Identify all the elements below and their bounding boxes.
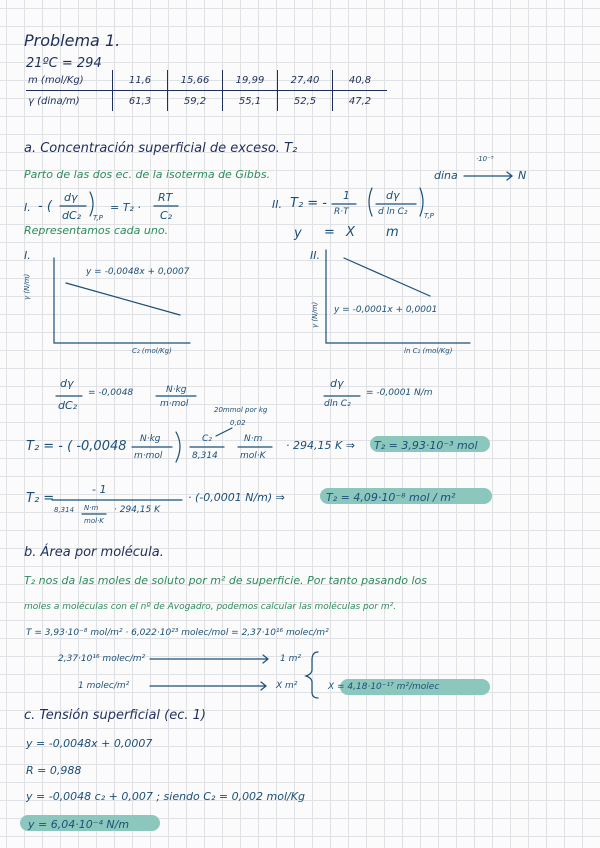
paren-close [90, 192, 93, 216]
section-b-title: b. Área por molécula. [24, 545, 164, 560]
graph1-equation: y = -0,0048x + 0,0007 [86, 267, 190, 277]
calc2-lhs: T₂ = [26, 491, 55, 506]
section-a-title: a. Concentración superficial de exceso. T₂ [24, 141, 298, 156]
temperature-note: 21ºC = 294 [26, 56, 102, 71]
calc2-f-num: - 1 [92, 483, 107, 496]
section-c-line2: R = 0,988 [26, 764, 82, 777]
brace [306, 652, 318, 698]
row-label: m (mol/Kg) [26, 70, 113, 91]
eq2-sub: T,P [424, 212, 434, 220]
table-cell: 11,6 [113, 70, 168, 91]
calc1-nm-num: N·m [244, 434, 263, 444]
paren-open [369, 188, 372, 216]
calc2-den-a: 8,314 [54, 506, 75, 514]
section-c-result: y = 6,04·10⁻⁴ N/m [28, 818, 130, 831]
rule3-row2-left: 1 molec/m² [78, 681, 130, 691]
table-cell: 47,2 [333, 91, 388, 112]
slope1-val: = -0,0048 [88, 388, 134, 398]
calc2-tail: · (-0,0001 N/m) ⇒ [188, 491, 285, 504]
graph1-axes [54, 258, 190, 343]
calc1-unit-den: m·mol [134, 451, 163, 461]
calc1-c-den: 8,314 [192, 451, 218, 461]
represent-note: Representamos cada uno. [24, 224, 169, 237]
calc2-den-b: · 294,15 K [114, 505, 160, 515]
yxm-m: m [386, 225, 399, 240]
section-a-intro: Parto de las dos ec. de la isoterma de Gibbs. [24, 168, 271, 181]
section-c-line1: y = -0,0048x + 0,0007 [26, 737, 153, 750]
slope1-unit-den: m·mol [160, 399, 189, 409]
calc1-tail: · 294,15 K ⇒ [286, 439, 355, 452]
annotation-arrow [216, 428, 232, 436]
section-b-calc: T = 3,93·10⁻⁸ mol/m² · 6,022·10²³ molec/mol = 2,37·10¹⁶ molec/m² [26, 628, 329, 638]
table-cell: 15,66 [168, 70, 223, 91]
graph2-tag: II. [310, 249, 320, 262]
graph1-xlabel: C₂ (mol/Kg) [132, 347, 172, 355]
paren-close [420, 188, 423, 216]
calc1-lhs: T₂ = - ( -0,0048 [26, 439, 127, 454]
calc1-unit-num: N·kg [140, 434, 161, 444]
paren-close [176, 432, 180, 462]
row-label: γ (dina/m) [28, 95, 80, 107]
slope2-val: = -0,0001 N/m [366, 388, 433, 398]
slope2-den: dln C₂ [324, 399, 351, 409]
eq1-den: dC₂ [62, 209, 82, 222]
table-cell: 40,8 [333, 70, 388, 91]
eq2-tag: II. [272, 198, 282, 211]
calc2-den-u-den: mol·K [84, 517, 104, 525]
eq2-f-num: 1 [343, 189, 350, 202]
slope2-num: dγ [330, 377, 344, 390]
unit-from: dina [434, 169, 458, 182]
table-cell: 52,5 [278, 91, 333, 112]
graph1-trendline [66, 283, 180, 315]
graph1-ylabel: γ (N/m) [23, 273, 31, 300]
rule3-row1-right: 1 m² [280, 654, 301, 664]
slope1-den: dC₂ [58, 399, 78, 412]
calc2-den-u-num: N·m [84, 504, 99, 512]
graph2-xlabel: ln C₂ (mol/Kg) [404, 347, 453, 355]
yxm-eq: = [324, 225, 335, 240]
eq2-lhs: T₂ = - [290, 196, 328, 211]
slope1-num: dγ [60, 377, 74, 390]
graph1-tag: I. [24, 249, 31, 262]
calc1-result: T₂ = 3,93·10⁻³ mol [374, 439, 478, 452]
table-cell: 59,2 [168, 91, 223, 112]
eq1-rt-num: RT [158, 191, 173, 204]
yxm-y: y [294, 226, 302, 241]
eq2-f-den: R·T [334, 207, 349, 217]
eq1-eq: = T₂ · [110, 201, 141, 214]
eq1-neg: - ( [38, 199, 52, 214]
rule3-row2-right: X m² [276, 681, 298, 691]
eq1-num: dγ [64, 191, 78, 204]
brace-result: X = 4,18·10⁻¹⁷ m²/molec [328, 682, 440, 692]
unit-to: N [518, 169, 527, 182]
table-cell: 27,40 [278, 70, 333, 91]
graph2-trendline [344, 258, 430, 296]
annotation-line1: 20mmol por kg [214, 406, 268, 414]
graph2-axes [326, 250, 470, 343]
eq1-tag: I. [24, 201, 31, 214]
unit-factor: ·10⁻⁵ [476, 155, 494, 163]
rule3-row1-left: 2,37·10¹⁶ molec/m² [58, 654, 146, 664]
table-cell: 55,1 [223, 91, 278, 112]
graph2-equation: y = -0,0001x + 0,0001 [334, 305, 438, 315]
section-c-title: c. Tensión superficial (ec. 1) [24, 708, 206, 723]
eq2-d-den: d ln C₂ [378, 207, 408, 217]
yxm-x: X [346, 225, 355, 240]
section-b-text2: moles a moléculas con el nº de Avogadro, podemos calcular las moléculas por m². [24, 602, 397, 612]
annotation-line2: 0,02 [230, 419, 246, 427]
eq2-d-num: dγ [386, 189, 400, 202]
table-cell: 19,99 [223, 70, 278, 91]
calc2-result: T₂ = 4,09·10⁻⁸ mol / m² [326, 491, 456, 504]
problem-title: Problema 1. [24, 31, 121, 50]
eq1-rt-den: C₂ [160, 209, 173, 222]
table-cell: 61,3 [113, 91, 168, 112]
graph2-ylabel: γ (N/m) [311, 301, 319, 328]
slope1-unit-num: N·kg [166, 385, 187, 395]
eq1-sub: T,P [93, 214, 103, 222]
calc1-nm-den: mol·K [240, 451, 266, 461]
calc1-c-num: C₂ [202, 434, 212, 444]
section-c-line3: y = -0,0048 c₂ + 0,007 ; siendo C₂ = 0,002 mol/Kg [26, 790, 305, 803]
section-b-text1: T₂ nos da las moles de soluto por m² de superficie. Por tanto pasando los [24, 574, 427, 587]
